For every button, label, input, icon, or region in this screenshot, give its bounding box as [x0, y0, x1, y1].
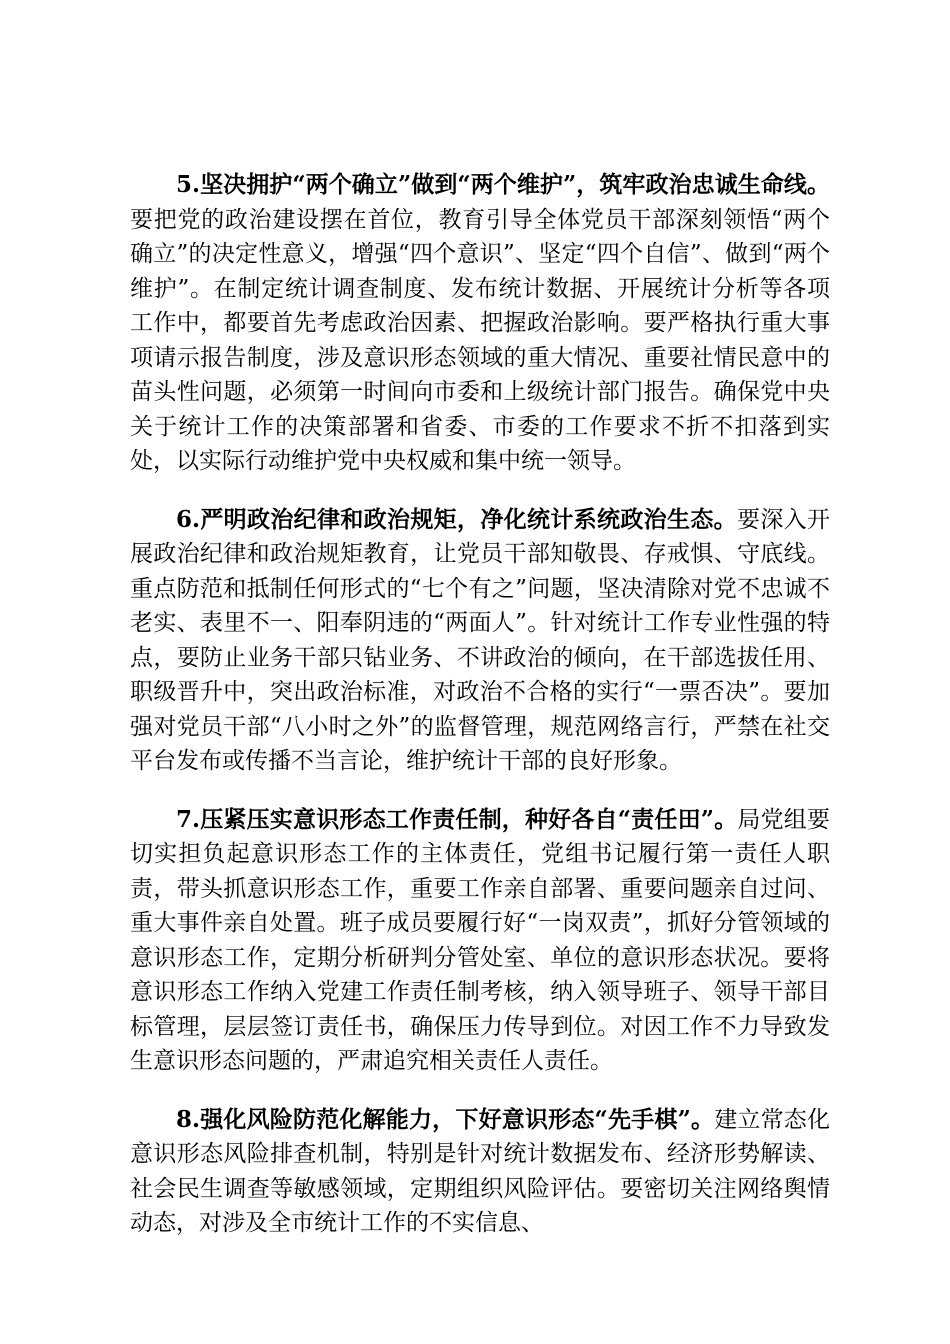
document-page	[130, 168, 830, 1265]
paragraph-7	[130, 803, 830, 1079]
paragraph-7-body: 局党组要切实担负起意识形态工作的主体责任，党组书记履行第一责任人职责，带头抓意识形态工作，重要工作亲自部署、重要问题亲自过问、重大事件亲自处置。班子成员要履行好“一岗双责”，抓好分管领域的意识形态工作，定期分析研判分管处室、单位的意识形态状况。要将意识形态工作纳入党建工作责任制考核，纳入领导班子、领导干部目标管理，层层签订责任书，确保压力传导到位。对因工作不力导致发生意识形态问题的，严肃追究相关责任人责任。	[130, 806, 830, 1074]
paragraph-8-body: 建立常态化意识形态风险排查机制，特别是针对统计数据发布、经济形势解读、社会民生调查等敏感领域，定期组织风险评估。要密切关注网络舆情动态，对涉及全市统计工作的不实信息、	[130, 1106, 830, 1236]
paragraph-5-body: 要把党的政治建设摆在首位，教育引导全体党员干部深刻领悟“两个确立”的决定性意义，增强“四个意识”、坚定“四个自信”、做到“两个维护”。在制定统计调查制度、发布统计数据、开展统计分析等各项工作中，都要首先考虑政治因素、把握政治影响。要严格执行重大事项请示报告制度，涉及意识形态领域的重大情况、重要社情民意中的苗头性问题，必须第一时间向市委和上级统计部门报告。确保党中央关于统计工作的决策部署和省委、市委的工作要求不折不扣落到实处，以实际行动维护党中央权威和集中统一领导。	[130, 206, 830, 474]
paragraph-6-body: 要深入开展政治纪律和政治规矩教育，让党员干部知敬畏、存戒惧、守底线。重点防范和抵制任何形式的“七个有之”问题，坚决清除对党不忠诚不老实、表里不一、阳奉阴违的“两面人”。针对统计工作专业性强的特点，要防止业务干部只钻业务、不讲政治的倾向，在干部选拔任用、职级晋升中，突出政治标准，对政治不合格的实行“一票否决”。要加强对党员干部“八小时之外”的监督管理，规范网络言行，严禁在社交平台发布或传播不当言论，维护统计干部的良好形象。	[130, 506, 830, 774]
paragraph-6-heading: 6.严明政治纪律和政治规矩，净化统计系统政治生态。	[176, 505, 737, 533]
paragraph-5-heading: 5.坚决拥护“两个确立”做到“两个维护”，筑牢政治忠诚生命线。	[176, 171, 830, 198]
paragraph-7-heading: 7.压紧压实意识形态工作责任制，种好各自“责任田”。	[176, 805, 738, 833]
paragraph-6	[130, 503, 830, 779]
paragraph-8-heading: 8.强化风险防范化解能力，下好意识形态“先手棋”。	[176, 1105, 715, 1133]
paragraph-8	[130, 1103, 830, 1241]
paragraph-5	[130, 168, 830, 479]
